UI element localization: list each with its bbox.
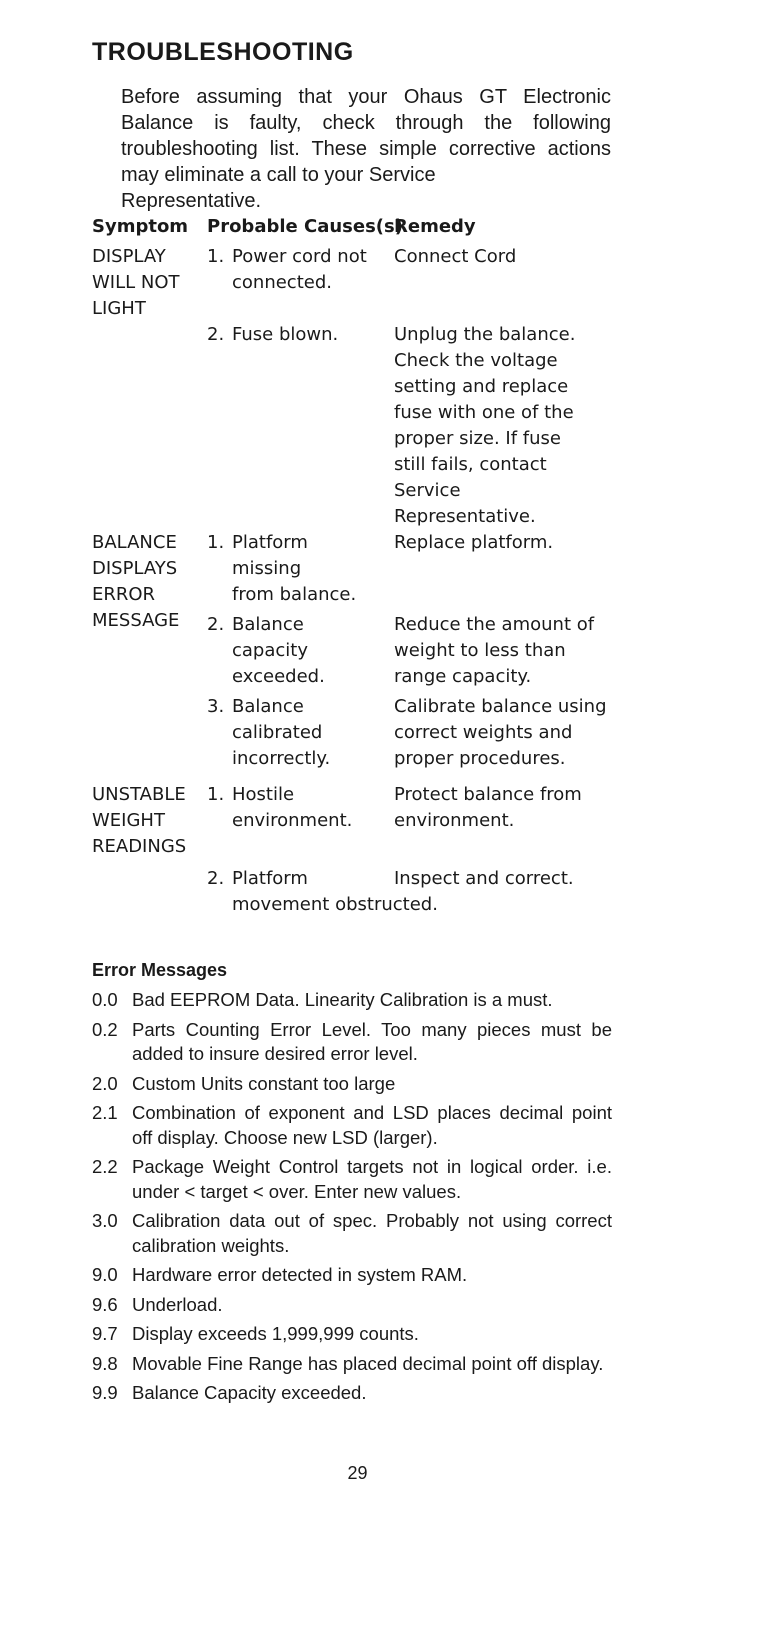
row-remedy: Replace platform. (394, 532, 554, 553)
error-messages-list (92, 988, 612, 1411)
error-code: 9.9 (92, 1382, 118, 1403)
error-code: 2.1 (92, 1102, 118, 1123)
row-cause-number: 2. (207, 614, 225, 635)
error-code: 0.2 (92, 1018, 118, 1040)
section-heading: TROUBLESHOOTING (92, 38, 354, 66)
row-remedy: Reduce the amount of weight to less than range capacity. (394, 614, 595, 687)
row-cause: Balance capacity exceeded. (232, 614, 325, 687)
row-cause-number: 1. (207, 532, 225, 553)
error-code: 9.7 (92, 1323, 118, 1344)
error-code: 9.6 (92, 1293, 118, 1315)
row-cause: Hostile environment. (232, 784, 353, 831)
intro-last-line: Representative. (121, 190, 262, 212)
error-item (92, 1381, 612, 1406)
row-remedy: Connect Cord (394, 246, 517, 267)
error-item (92, 1155, 612, 1204)
error-text: Combination of exponent and LSD places decimal point off display. Choose new LSD (larger). (132, 1102, 612, 1148)
row-symptom: DISPLAY WILL NOT LIGHT (92, 246, 180, 319)
row-cause-number: 1. (207, 246, 225, 267)
error-item (92, 1072, 612, 1097)
header-causes: Probable Causes(s) (207, 216, 403, 237)
row-cause: Balance calibrated incorrectly. (232, 696, 331, 769)
intro-body: Before assuming that your Ohaus GT Electronic Balance is faulty, check through the following troubleshooting list. These simple corrective actions may eliminate a call to your Service (121, 86, 611, 186)
error-messages-title: Error Messages (92, 960, 228, 980)
row-remedy: Inspect and correct. (394, 868, 574, 889)
error-code: 9.0 (92, 1264, 118, 1285)
row-cause-number: 2. (207, 868, 225, 889)
error-code: 9.8 (92, 1352, 118, 1374)
header-remedy: Remedy (394, 216, 476, 237)
row-cause: Platform (232, 868, 308, 889)
error-text: Display exceeds 1,999,999 counts. (132, 1323, 419, 1344)
error-text: Parts Counting Error Level. Too many pieces must be added to insure desired error level. (132, 1018, 612, 1064)
error-text: Hardware error detected in system RAM. (132, 1264, 468, 1285)
intro-paragraph (121, 84, 611, 214)
row-remedy: Unplug the balance. Check the voltage setting and replace fuse with one of the proper size. If fuse still fails, contact Service Representative. (394, 324, 576, 527)
error-item (92, 1209, 612, 1258)
row-symptom: BALANCE DISPLAYS ERROR MESSAGE (92, 532, 180, 631)
row-cause-number: 2. (207, 324, 225, 345)
error-code: 0.0 (92, 989, 118, 1010)
row-cause: Platform missing from balance. (232, 532, 357, 605)
row-remedy: Calibrate balance using correct weights and proper procedures. (394, 696, 607, 769)
error-item (92, 1322, 612, 1347)
row-cause-number: 1. (207, 784, 225, 805)
error-item (92, 1352, 612, 1377)
error-text: Calibration data out of spec. Probably not using correct calibration weights. (132, 1210, 612, 1256)
error-item (92, 1101, 612, 1150)
error-text: Custom Units constant too large (132, 1072, 396, 1094)
error-text: Movable Fine Range has placed decimal point off display. (132, 1352, 604, 1374)
error-text: Package Weight Control targets not in logical order. i.e. under < target < over. Enter new values. (132, 1156, 612, 1202)
row-cause: Fuse blown. (232, 324, 339, 345)
error-item (92, 1293, 612, 1318)
error-item (92, 988, 612, 1013)
row-cause-number: 3. (207, 696, 225, 717)
error-text: Underload. (132, 1293, 223, 1315)
error-item (92, 1263, 612, 1288)
row-cause-continued: movement obstructed. (232, 894, 438, 915)
error-code: 2.2 (92, 1156, 118, 1177)
row-remedy: Protect balance from environment. (394, 784, 582, 831)
row-symptom: UNSTABLE WEIGHT READINGS (92, 784, 187, 857)
header-symptom: Symptom (92, 216, 189, 237)
error-text: Balance Capacity exceeded. (132, 1382, 367, 1403)
error-code: 2.0 (92, 1072, 118, 1094)
error-item (92, 1018, 612, 1067)
row-cause: Power cord not connected. (232, 246, 367, 293)
error-text: Bad EEPROM Data. Linearity Calibration is a must. (132, 989, 553, 1010)
error-code: 3.0 (92, 1210, 118, 1231)
page-number: 29 (347, 1463, 368, 1483)
